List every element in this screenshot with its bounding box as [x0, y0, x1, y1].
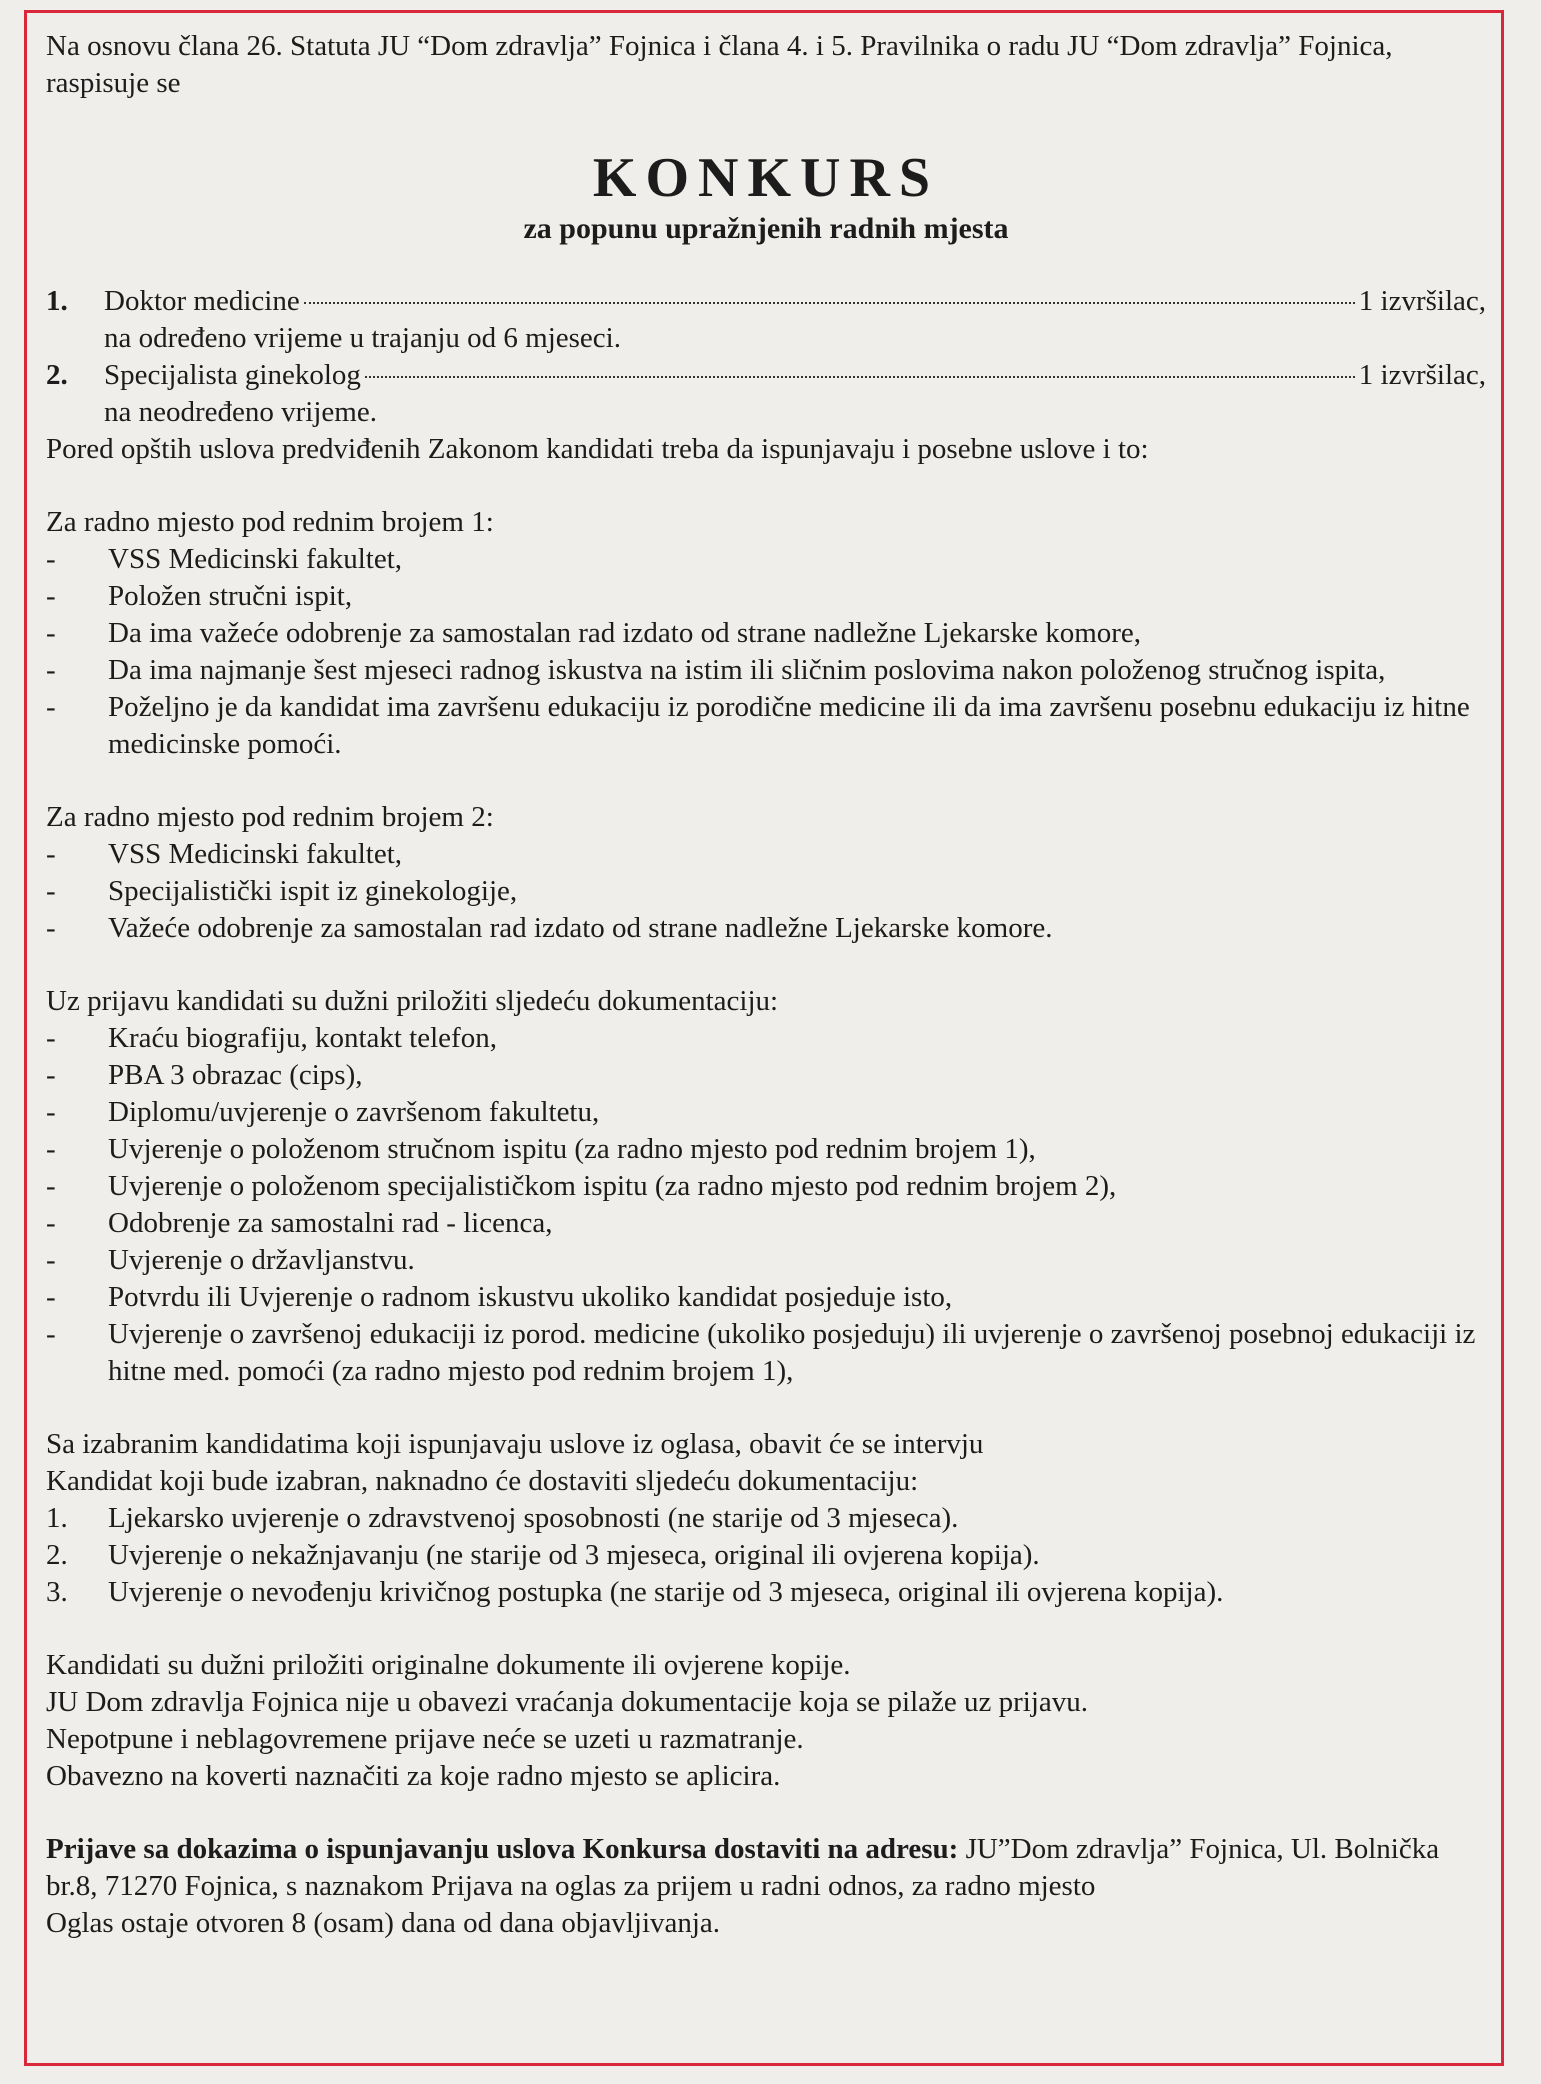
- list-marker: -: [46, 1244, 56, 1276]
- announcement-body: [46, 28, 1486, 1942]
- page-title: KONKURS: [592, 147, 940, 209]
- list-marker: -: [46, 1022, 56, 1054]
- list-item-text: VSS Medicinski fakultet,: [108, 838, 403, 870]
- position1-conditions: [46, 504, 1486, 763]
- list-item: [46, 836, 1486, 873]
- list-marker: -: [46, 912, 56, 944]
- address-text: JU”Dom zdravlja” Fojnica, Ul. Bolnička br.8, 71270 Fojnica, s naznakom Prijava na oglas za prijem u radni odnos, za radno mjesto: [46, 1833, 1440, 1902]
- list-item-text: Specijalistički ispit iz ginekologije,: [108, 875, 518, 907]
- list-item: [46, 1131, 1486, 1168]
- note-line: Nepotpune i neblagovremene prijave neće se uzeti u razmatranje.: [46, 1723, 804, 1755]
- list-item: [46, 578, 1486, 615]
- list-item: [46, 873, 1486, 910]
- list-item-text: Važeće odobrenje za samostalan rad izdato od strane nadležne Ljekarske komore.: [108, 912, 1053, 944]
- list-marker: -: [46, 1133, 56, 1165]
- validity-line: Oglas ostaje otvoren 8 (osam) dana od dana objavljivanja.: [46, 1907, 721, 1939]
- numbered-item-text: Ljekarsko uvjerenje o zdravstvenoj sposobnosti (ne starije od 3 mjeseca).: [108, 1502, 959, 1534]
- list-marker: -: [46, 580, 56, 612]
- list-item: [46, 1279, 1486, 1316]
- note-line: Kandidati su dužni priložiti originalne dokumente ili ovjerene kopije.: [46, 1649, 851, 1681]
- position-detail: na neodređeno vrijeme.: [104, 396, 377, 428]
- list-item: [46, 1316, 1486, 1390]
- selected-line: Kandidat koji bude izabran, naknadno će dostaviti sljedeću dokumentaciju:: [46, 1465, 919, 1497]
- list-item-text: Poželjno je da kandidat ima završenu edukaciju iz porodične medicine ili da ima završenu posebnu edukaciju iz hitne medicinske pomoći.: [108, 691, 1470, 760]
- list-item-text: Uvjerenje o državljanstvu.: [108, 1244, 415, 1276]
- list-marker: -: [46, 1281, 56, 1313]
- list-item: [46, 1094, 1486, 1131]
- dot-leader: [304, 302, 1355, 304]
- item-number: 3.: [46, 1576, 68, 1608]
- selection-section: [46, 1426, 1486, 1611]
- position-number: 1.: [46, 285, 68, 317]
- numbered-item: [46, 1574, 1486, 1611]
- required-documents: [46, 983, 1486, 1390]
- list-item-text: Odobrenje za samostalni rad - licenca,: [108, 1207, 553, 1239]
- address-paragraph: [46, 1831, 1486, 1905]
- list-item-text: PBA 3 obrazac (cips),: [108, 1059, 363, 1091]
- position-count: 1 izvršilac,: [1358, 359, 1486, 391]
- note-line: Obavezno na koverti naznačiti za koje radno mjesto se aplicira.: [46, 1760, 781, 1792]
- list-marker: -: [46, 1170, 56, 1202]
- title-block: [46, 148, 1486, 247]
- list-item-text: Da ima važeće odobrenje za samostalan rad izdato od strane nadležne Ljekarske komore,: [108, 617, 1142, 649]
- list-item: [46, 1205, 1486, 1242]
- numbered-item-text: Uvjerenje o nevođenju krivičnog postupka (ne starije od 3 mjeseca, original ili ovjerena kopija).: [108, 1576, 1224, 1608]
- list-item-text: Kraću biografiju, kontakt telefon,: [108, 1022, 497, 1054]
- address-section: [46, 1831, 1486, 1942]
- list-item: [46, 652, 1486, 689]
- list-marker: -: [46, 654, 56, 686]
- list-item-text: Uvjerenje o položenom stručnom ispitu (za radno mjesto pod rednim brojem 1),: [108, 1133, 1036, 1165]
- address-lead: Prijave sa dokazima o ispunjavanju uslova Konkursa dostaviti na adresu:: [46, 1833, 959, 1865]
- position-count: 1 izvršilac,: [1358, 285, 1486, 317]
- position-title: Specijalista ginekolog: [104, 359, 361, 391]
- list-marker: -: [46, 875, 56, 907]
- list-item: [46, 1242, 1486, 1279]
- positions-list: [46, 283, 1486, 431]
- list-marker: -: [46, 617, 56, 649]
- numbered-item-text: Uvjerenje o nekažnjavanju (ne starije od 3 mjeseca, original ili ovjerena kopija).: [108, 1539, 1040, 1571]
- list-marker: -: [46, 1318, 56, 1350]
- list-item-text: Uvjerenje o završenoj edukaciji iz porod. medicine (ukoliko posjeduju) ili uvjerenje o završenoj posebnoj edukaciji iz hitne med. pomoći (za radno mjesto pod rednim brojem 1),: [108, 1318, 1476, 1387]
- list-item: [46, 615, 1486, 652]
- position2-conditions: [46, 799, 1486, 947]
- list-item-text: Potvrdu ili Uvjerenje o radnom iskustvu ukoliko kandidat posjeduje isto,: [108, 1281, 953, 1313]
- numbered-item: [46, 1500, 1486, 1537]
- section-heading: Za radno mjesto pod rednim brojem 2:: [46, 801, 494, 833]
- list-item-text: Diplomu/uvjerenje o završenom fakultetu,: [108, 1096, 600, 1128]
- list-item: [46, 1168, 1486, 1205]
- list-marker: -: [46, 1096, 56, 1128]
- section-heading: Uz prijavu kandidati su dužni priložiti sljedeću dokumentaciju:: [46, 985, 779, 1017]
- numbered-item: [46, 1537, 1486, 1574]
- list-marker: -: [46, 1059, 56, 1091]
- list-marker: -: [46, 543, 56, 575]
- section-heading: Za radno mjesto pod rednim brojem 1:: [46, 506, 494, 538]
- page-subtitle: za popunu upražnjenih radnih mjesta: [523, 212, 1009, 245]
- position-detail: na određeno vrijeme u trajanju od 6 mjeseci.: [104, 322, 621, 354]
- list-item: [46, 1020, 1486, 1057]
- list-marker: -: [46, 1207, 56, 1239]
- list-item-text: Uvjerenje o položenom specijalističkom ispitu (za radno mjesto pod rednim brojem 2),: [108, 1170, 1117, 1202]
- list-item: [46, 541, 1486, 578]
- position-title: Doktor medicine: [104, 285, 300, 317]
- interview-line: Sa izabranim kandidatima koji ispunjavaju uslove iz oglasa, obavit će se intervju: [46, 1428, 984, 1460]
- list-item: [46, 910, 1486, 947]
- item-number: 2.: [46, 1539, 68, 1571]
- list-item-text: VSS Medicinski fakultet,: [108, 543, 403, 575]
- position-number: 2.: [46, 359, 68, 391]
- list-item: [46, 689, 1486, 763]
- general-conditions: Pored opštih uslova predviđenih Zakonom kandidati treba da ispunjavaju i posebne uslove i to:: [46, 433, 1149, 465]
- notes-section: [46, 1647, 1486, 1795]
- intro-text: Na osnovu člana 26. Statuta JU “Dom zdravlja” Fojnica i člana 4. i 5. Pravilnika o radu JU “Dom zdravlja” Fojnica, raspisuje se: [46, 30, 1393, 99]
- intro-paragraph: [46, 28, 1486, 102]
- dot-leader: [365, 376, 1355, 378]
- list-marker: -: [46, 838, 56, 870]
- list-marker: -: [46, 691, 56, 723]
- position-item: [46, 357, 1486, 431]
- item-number: 1.: [46, 1502, 68, 1534]
- list-item-text: Položen stručni ispit,: [108, 580, 353, 612]
- list-item: [46, 1057, 1486, 1094]
- list-item-text: Da ima najmanje šest mjeseci radnog iskustva na istim ili sličnim poslovima nakon položenog stručnog ispita,: [108, 654, 1386, 686]
- position-item: [46, 283, 1486, 357]
- note-line: JU Dom zdravlja Fojnica nije u obavezi vraćanja dokumentacije koja se pilaže uz prijavu.: [46, 1686, 1089, 1718]
